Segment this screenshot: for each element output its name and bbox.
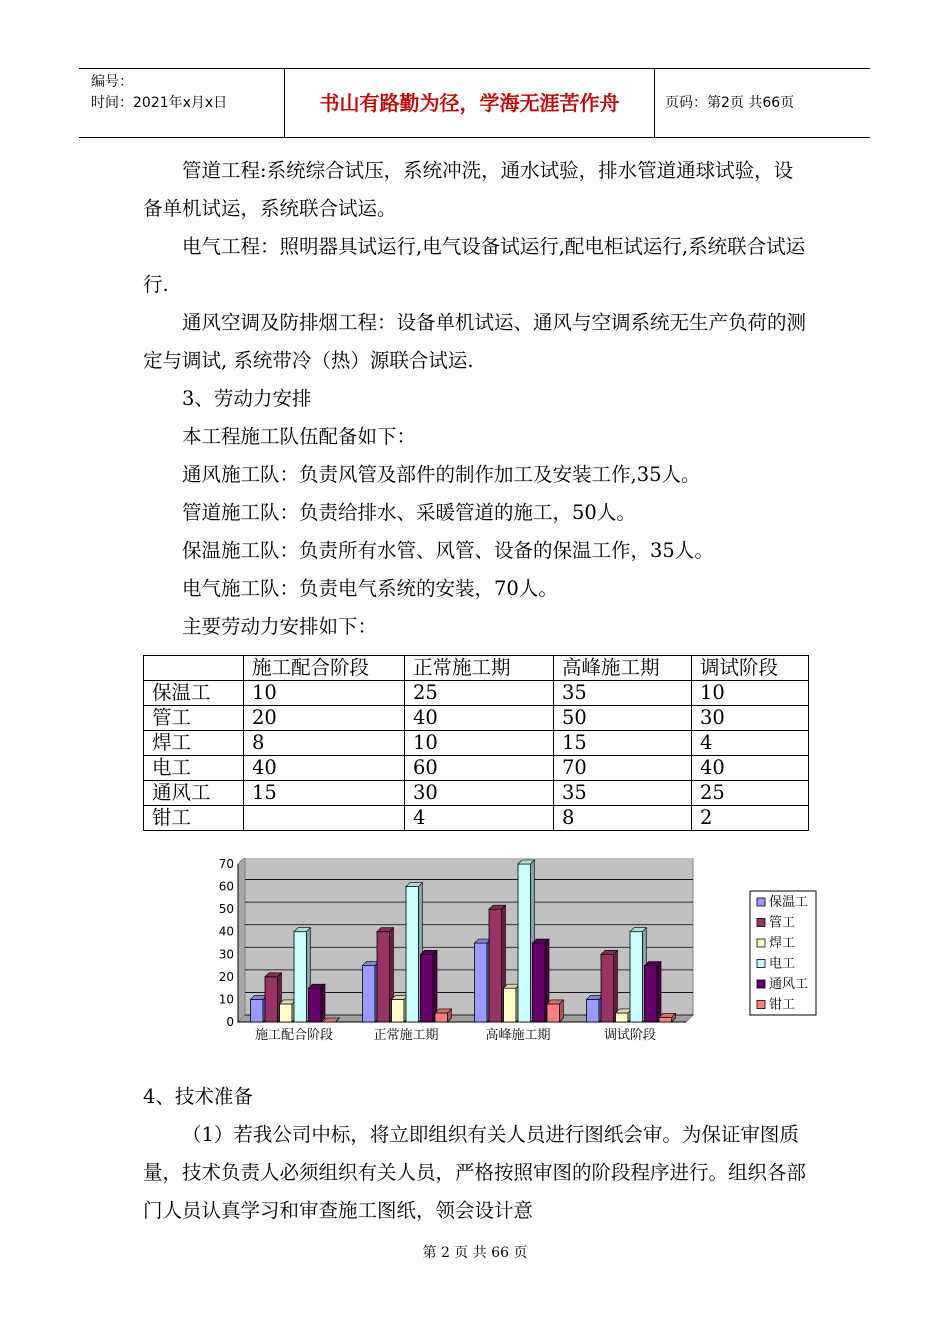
plot-side-wall: [238, 858, 245, 1022]
table-cell: 30: [692, 706, 809, 731]
paragraph-hvac-works: 通风空调及防排烟工程：设备单机试运、通风与空调系统无生产负荷的测定与调试, 系统带冷（热）源联合试运.: [143, 311, 807, 372]
bar: [587, 999, 600, 1022]
table-cell: 60: [405, 756, 554, 781]
table-cell: 35: [554, 681, 692, 706]
table-cell: 电工: [144, 756, 244, 781]
labor-bar-chart: [205, 858, 825, 1050]
bar: [280, 1004, 293, 1022]
bar: [406, 887, 419, 1022]
table-header-row: [144, 656, 809, 681]
table-cell: 保温工: [144, 681, 244, 706]
y-tick-label: 0: [226, 1015, 234, 1029]
bar: [363, 966, 376, 1022]
table-cell: 8: [554, 806, 692, 831]
heading-technical-preparation: 4、技术准备: [143, 1085, 253, 1108]
legend-swatch: [757, 898, 765, 906]
bar-side: [657, 962, 661, 1022]
table-row: [144, 681, 809, 706]
bar: [504, 988, 517, 1022]
x-tick-label: 调试阶段: [603, 1028, 657, 1043]
table-cell: 15: [554, 731, 692, 756]
bar: [435, 1013, 448, 1022]
chart-svg: [205, 858, 825, 1050]
y-tick-label: 50: [218, 902, 234, 917]
table-cell: 管工: [144, 706, 244, 731]
y-tick-label: 20: [218, 969, 234, 984]
header-motto: 书山有路勤为径，学海无涯苦作舟: [319, 91, 620, 115]
legend-swatch: [757, 960, 765, 968]
table-cell: 10: [244, 681, 405, 706]
table-cell: 70: [554, 756, 692, 781]
table-row: [144, 756, 809, 781]
table-cell: 通风工: [144, 781, 244, 806]
table-cell: 25: [692, 781, 809, 806]
page-header: [79, 68, 870, 138]
bar: [475, 943, 488, 1022]
table-header-cell: 高峰施工期: [554, 656, 692, 681]
bar: [547, 1004, 560, 1022]
bar: [630, 932, 643, 1022]
table-cell: 30: [405, 781, 554, 806]
bar: [251, 999, 264, 1022]
table-cell: 40: [405, 706, 554, 731]
table-cell: 钳工: [144, 806, 244, 831]
table-row: [144, 731, 809, 756]
table-cell: 20: [244, 706, 405, 731]
legend-label: 通风工: [769, 977, 809, 992]
y-tick-label: 70: [218, 858, 234, 871]
legend-label: 管工: [769, 915, 796, 931]
table-header-cell: 施工配合阶段: [244, 656, 405, 681]
x-tick-label: 施工配合阶段: [254, 1028, 334, 1043]
table-cell: 4: [405, 806, 554, 831]
bar: [421, 954, 434, 1022]
paragraph-electrical-team: 电气施工队：负责电气系统的安装，70人。: [182, 577, 558, 600]
table-cell: 50: [554, 706, 692, 731]
bar-side: [321, 984, 325, 1022]
table-row: [144, 781, 809, 806]
header-page-info: 页码：第2页 共66页: [665, 95, 795, 111]
bar: [392, 999, 405, 1022]
table-header-cell: 调试阶段: [692, 656, 809, 681]
bar: [601, 954, 614, 1022]
table-cell: 10: [692, 681, 809, 706]
bar: [294, 932, 307, 1022]
bar: [309, 988, 322, 1022]
legend-label: 焊工: [769, 936, 796, 951]
bar: [659, 1017, 672, 1022]
legend-label: 钳工: [769, 997, 796, 1013]
header-number-label: 编号：: [91, 74, 133, 90]
table-cell: 40: [244, 756, 405, 781]
table-row: [144, 806, 809, 831]
paragraph-electrical-works: 电气工程：照明器具试运行,电气设备试运行,配电柜试运行,系统联合试运行.: [143, 235, 806, 296]
bar: [645, 966, 658, 1022]
body-section-2: [143, 1078, 809, 1230]
legend-swatch: [757, 980, 765, 988]
table-cell: 焊工: [144, 731, 244, 756]
table-header-cell: 正常施工期: [405, 656, 554, 681]
header-meta: [91, 72, 281, 114]
heading-labor-arrangement: 3、劳动力安排: [182, 387, 312, 410]
legend-swatch: [757, 1001, 765, 1009]
y-tick-label: 40: [218, 924, 234, 939]
paragraph-team-intro: 本工程施工队伍配备如下：: [182, 425, 417, 448]
table-cell: 25: [405, 681, 554, 706]
legend-swatch: [757, 939, 765, 947]
table-cell: 8: [244, 731, 405, 756]
y-tick-label: 60: [218, 879, 234, 894]
header-divider: [654, 69, 655, 137]
x-tick-label: 高峰施工期: [485, 1028, 551, 1043]
header-time-label: 时间：2021年x月x日: [91, 95, 228, 111]
legend-label: 电工: [769, 956, 796, 972]
table-cell: 40: [692, 756, 809, 781]
bar: [489, 909, 502, 1022]
paragraph-pipe-works: 管道工程:系统综合试压，系统冲洗，通水试验，排水管道通球试验，设备单机试运，系统联合试运。: [143, 159, 794, 220]
paragraph-insulation-team: 保温施工队：负责所有水管、风管、设备的保温工作，35人。: [182, 539, 714, 562]
body-section-1: [143, 152, 809, 646]
table-row: [144, 706, 809, 731]
y-tick-label: 30: [218, 947, 234, 962]
table-cell: 15: [244, 781, 405, 806]
table-cell: [244, 806, 405, 831]
labor-table: [143, 655, 809, 831]
bar: [265, 977, 278, 1022]
paragraph-pipe-team: 管道施工队：负责给排水、采暖管道的施工，50人。: [182, 501, 636, 524]
table-header-cell: [144, 656, 244, 681]
page-footer: 第 2 页 共 66 页: [422, 1245, 528, 1261]
bar: [533, 943, 546, 1022]
paragraph-labor-table-intro: 主要劳动力安排如下：: [182, 615, 378, 638]
table-cell: 35: [554, 781, 692, 806]
bar: [377, 932, 390, 1022]
bar: [518, 864, 531, 1022]
paragraph-drawing-review: （1）若我公司中标，将立即组织有关人员进行图纸会审。为保证审图质量，技术负责人必须组织有关人员，严格按照审图的阶段程序进行。组织各部门人员认真学习和审查施工图纸，领会设计意: [143, 1123, 807, 1222]
y-tick-label: 10: [218, 992, 234, 1007]
bar-side: [560, 1000, 564, 1022]
table-cell: 2: [692, 806, 809, 831]
legend-label: 保温工: [769, 895, 809, 910]
x-tick-label: 正常施工期: [373, 1028, 439, 1043]
table-cell: 4: [692, 731, 809, 756]
bar: [616, 1013, 629, 1022]
legend-swatch: [757, 919, 765, 927]
table-cell: 10: [405, 731, 554, 756]
paragraph-ventilation-team: 通风施工队：负责风管及部件的制作加工及安装工作,35人。: [182, 463, 701, 486]
